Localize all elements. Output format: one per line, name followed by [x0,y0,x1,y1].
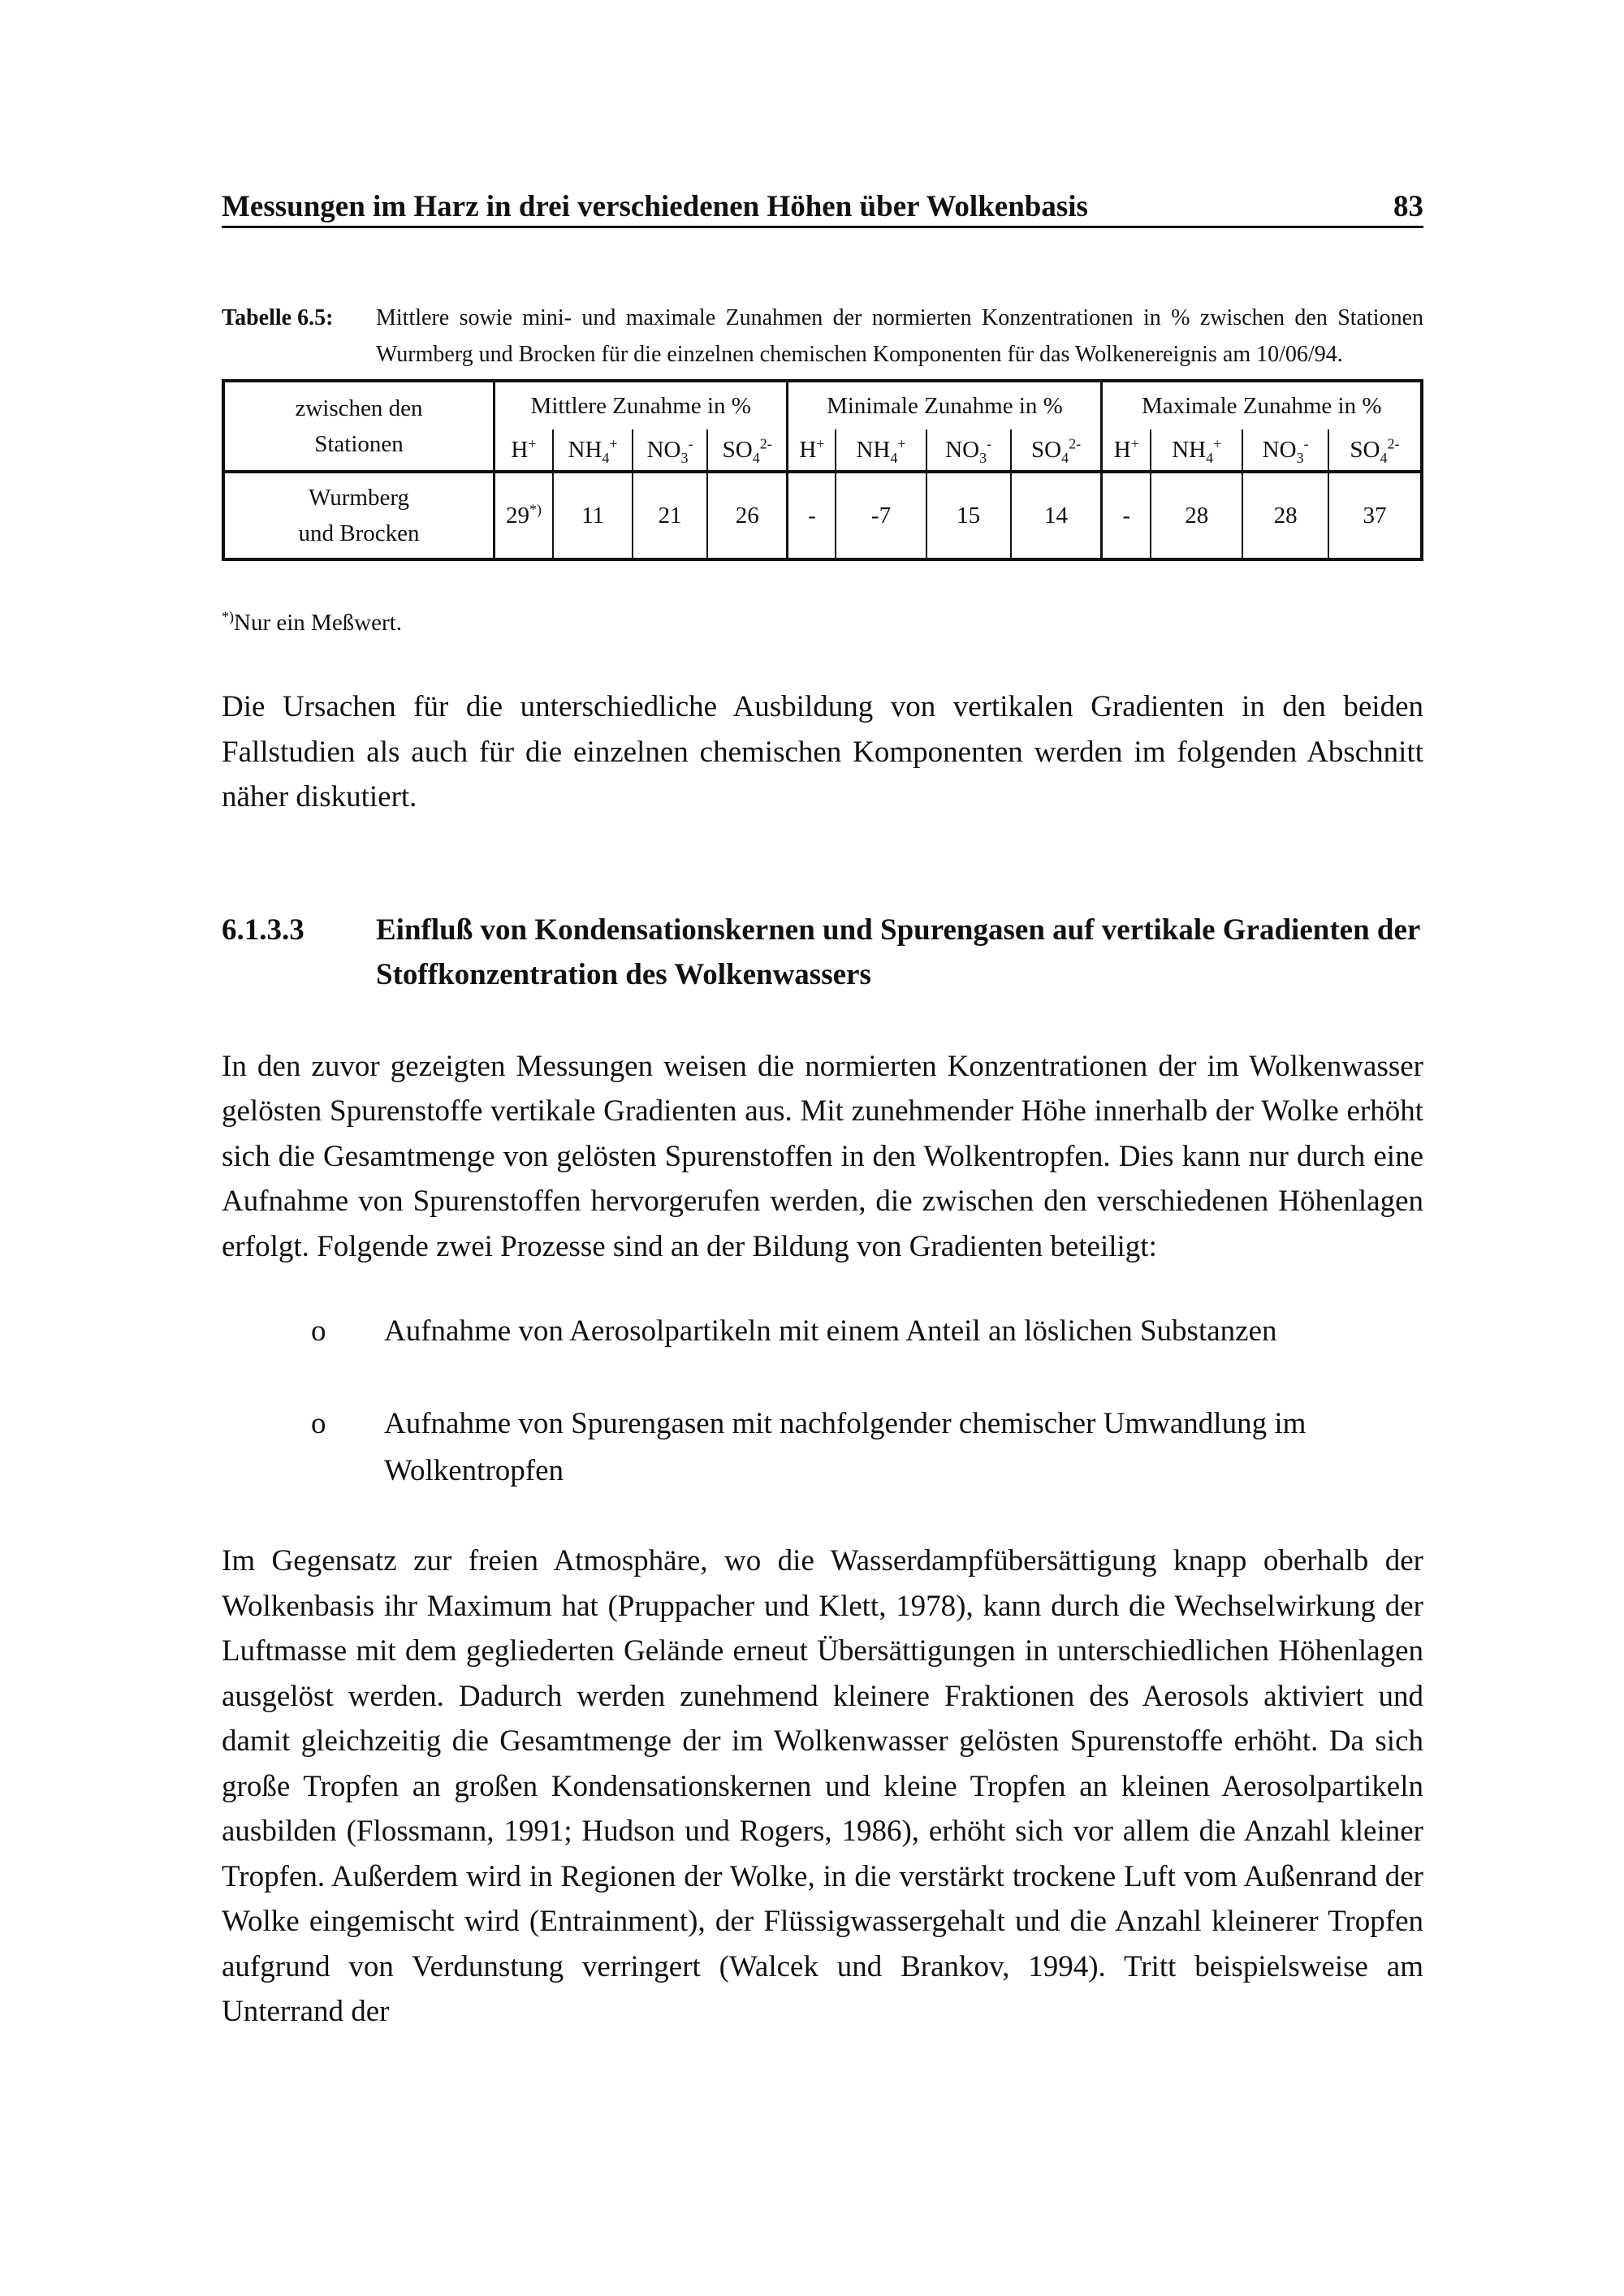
ion-header [707,429,788,472]
row-label [223,472,495,559]
table-cell [707,472,788,559]
cell-value: 28 [1273,502,1298,529]
row-label-line1: Wurmberg [309,485,409,511]
ion-charge: + [1213,434,1222,451]
cell-value: - [808,502,816,529]
cell-value: 15 [957,502,981,529]
cell-value: 21 [658,502,682,529]
ion-subscript: 3 [680,449,689,466]
ion-header [1151,429,1242,472]
ion-subscript: 4 [1380,449,1388,466]
bullet-text: Aufnahme von Spurengasen mit nachfolgender chemischer Umwandlung im Wolkentropfen [384,1407,1307,1487]
table-cell [788,472,836,559]
ion-header [553,429,633,472]
section-title: Einfluß von Kondensationskernen und Spurengasen auf vertikale Gradienten der Stoffkonzentration des Wolkenwassers [376,913,1420,991]
list-item [222,1400,1423,1495]
caption-label: Tabelle 6.5: [222,305,334,330]
ion-charge: + [1130,434,1139,451]
ion-symbol: NO [945,436,980,463]
page-body [222,185,1423,2035]
ion-header [836,429,926,472]
ion-symbol: H [799,436,817,463]
table-row [223,472,1422,559]
footnote-mark: *) [222,608,234,625]
bullet-text: Aufnahme von Aerosolpartikeln mit einem Anteil an löslichen Substanzen [384,1314,1277,1348]
ion-header [1011,429,1102,472]
ion-header [1328,429,1422,472]
ion-symbol: NH [568,436,603,463]
paragraph-1: Die Ursachen für die unterschiedliche Ausbildung von vertikalen Gradienten in den beiden Fallstudien als auch für die einzelnen chemischen Komponenten werden im folgenden Abschnitt näher diskutiert. [222,690,1423,814]
ion-charge: 2- [759,434,772,451]
table-cell [1102,472,1151,559]
section-heading [222,908,1423,997]
ion-subscript: 4 [1206,449,1214,466]
table-cell [553,472,633,559]
table-cell [633,472,707,559]
cell-value: 28 [1185,502,1209,529]
ion-header [633,429,707,472]
ion-subscript: 3 [979,449,987,466]
caption-text: Mittlere sowie mini- und maximale Zunahmen der normierten Konzentrationen in % zwischen den Stationen Wurmberg und Brocken für die einzelnen chemischen Komponenten für das Wolkenereignis am 10/06/94. [376,305,1423,367]
footnote-ref: *) [529,500,542,517]
footnote-text: Nur ein Meßwert. [234,610,402,636]
group-header: Maximale Zunahme in % [1102,381,1422,429]
table-cell [926,472,1011,559]
ion-charge: 2- [1069,434,1082,451]
ion-header [1242,429,1328,472]
row-header-cell [223,381,495,472]
cell-value: -7 [870,502,892,529]
table-cell [836,472,926,559]
page-number: 83 [1393,190,1423,223]
footnote [222,606,1423,639]
ion-charge: - [1303,434,1309,451]
ion-charge: + [816,434,825,451]
ion-header [495,429,553,472]
data-table [222,379,1423,561]
table-cell [1328,472,1422,559]
bullet-marker: o [311,1314,326,1348]
paragraph-3: Im Gegensatz zur freien Atmosphäre, wo die Wasserdampfübersättigung knapp oberhalb der Wolkenbasis ihr Maximum hat (Pruppacher und Klett, 1978), kann durch die Wechselwirkung der Luftmasse mit dem gegliederten Gelände erneut Übersättigungen in unterschiedlichen Höhenlagen ausgelöst werden. Dadurch werden zunehmend kleinere Fraktionen des Aerosols aktiviert und damit gleichzeitig die Gesamtmenge der im Wolkenwasser gelösten Spurenstoffe erhöht. Da sich große Tropfen an großen Kondensationskernen und kleine Tropfen an kleinen Aerosolpartikeln ausbilden (Flossmann, 1991; Hudson und Rogers, 1986), erhöht sich vor allem die Anzahl kleiner Tropfen. Außerdem wird in Regionen der Wolke, in die verstärkt trockene Luft vom Außenrand der Wolke eingemischt wird (Entrainment), der Flüssigwassergehalt und die Anzahl kleinerer Tropfen aufgrund von Verdunstung verringert (Walcek und Brankov, 1994). Tritt beispielsweise am Unterrand der [222,1544,1423,2028]
ion-subscript: 4 [890,449,898,466]
cell-value: 11 [581,502,605,529]
ion-subscript: 3 [1296,449,1304,466]
ion-charge: + [528,434,537,451]
bullet-marker: o [311,1407,326,1440]
list-item [222,1308,1423,1355]
ion-symbol: H [1113,436,1131,463]
ion-subscript: 4 [1061,449,1069,466]
ion-header [926,429,1011,472]
table-cell [495,472,553,559]
ion-symbol: NO [1262,436,1297,463]
ion-charge: - [987,434,992,451]
ion-symbol: SO [1350,436,1380,463]
ion-charge: + [897,434,906,451]
paragraph-2: In den zuvor gezeigten Messungen weisen die normierten Konzentrationen der im Wolkenwasser gelösten Spurenstoffe vertikale Gradienten aus. Mit zunehmender Höhe innerhalb der Wolke erhöht sich die Gesamtmenge von gelösten Spurenstoffen in den Wolkentropfen. Dies kann nur durch eine Aufnahme von Spurenstoffen hervorgerufen werden, die zwischen den verschiedenen Höhenlagen erfolgt. Folgende zwei Prozesse sind an der Bildung von Gradienten beteiligt: [222,1049,1423,1263]
header-title: Messungen im Harz in drei verschiedenen Höhen über Wolkenbasis [222,190,1088,223]
row-header-line2: Stationen [314,431,404,457]
ion-symbol: NO [646,436,681,463]
running-header [222,185,1423,228]
row-header-line1: zwischen den [295,395,423,421]
cell-value: 29 [505,502,529,529]
cell-value: 14 [1044,502,1069,529]
row-label-line2: und Brocken [298,520,420,546]
section-number: 6.1.3.3 [222,913,304,947]
group-header: Mittlere Zunahme in % [495,381,788,429]
table-cell [1242,472,1328,559]
ion-symbol: SO [1031,436,1062,463]
ion-subscript: 4 [602,449,610,466]
cell-value: - [1122,502,1131,529]
ion-subscript: 4 [752,449,760,466]
ion-symbol: NH [856,436,891,463]
table-caption [222,300,1423,373]
table-cell [1011,472,1102,559]
table-cell [1151,472,1242,559]
cell-value: 26 [735,502,759,529]
cell-value: 37 [1363,502,1387,529]
ion-charge: 2- [1387,434,1400,451]
group-header: Minimale Zunahme in % [788,381,1102,429]
ion-symbol: SO [722,436,753,463]
ion-charge: + [609,434,618,451]
ion-header [1102,429,1151,472]
ion-header [788,429,836,472]
ion-symbol: H [511,436,529,463]
ion-symbol: NH [1172,436,1207,463]
ion-charge: - [688,434,693,451]
